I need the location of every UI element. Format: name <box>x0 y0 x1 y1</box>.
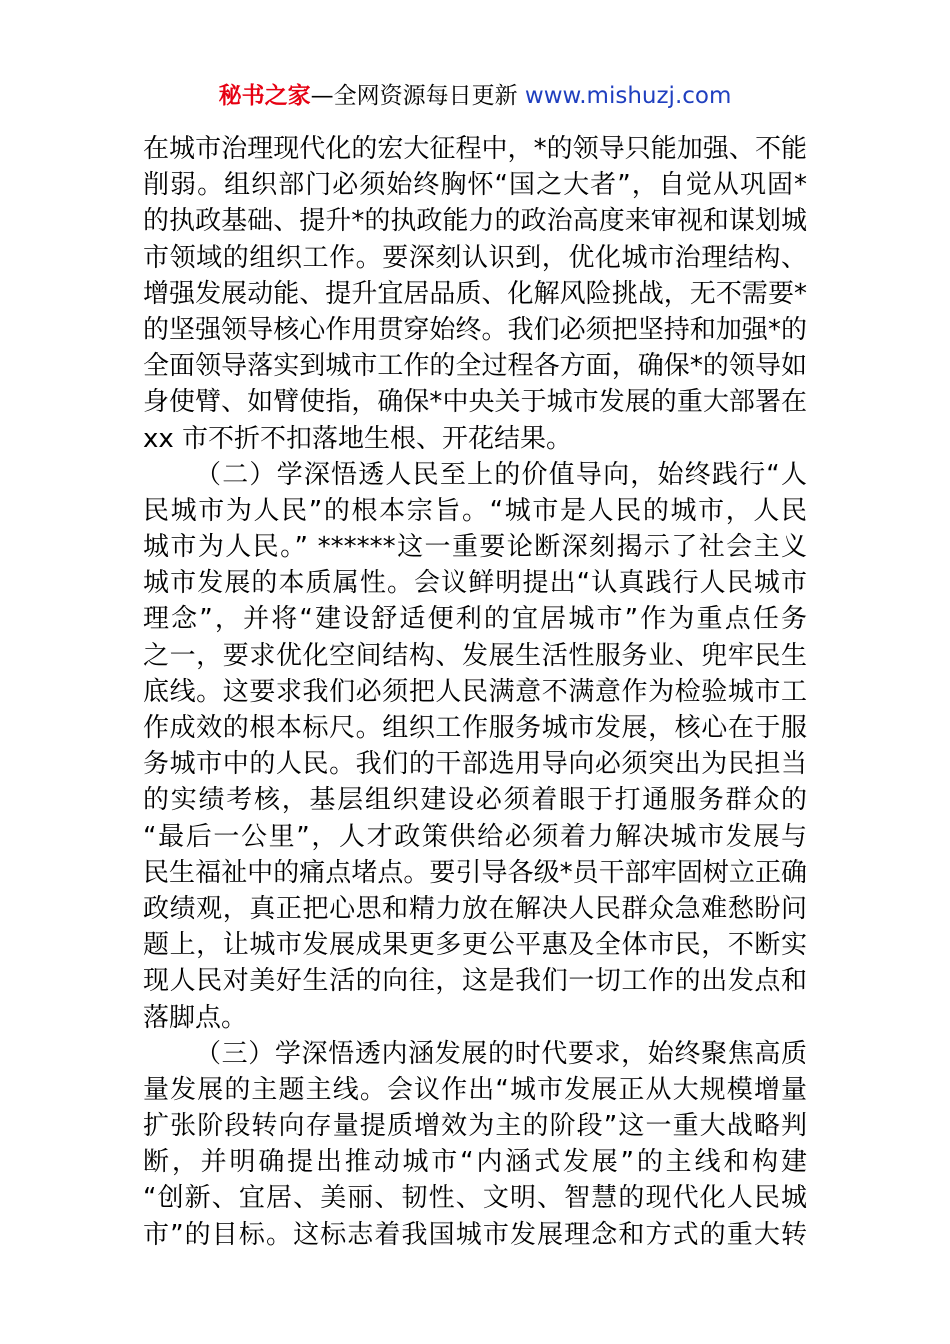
page-header <box>0 80 950 112</box>
text-line: 在城市治理现代化的宏大征程中，*的领导只能加强、不能 <box>143 134 807 164</box>
text-line: 身使臂、如臂使指，确保*中央关于城市发展的重大部署在 <box>143 387 807 418</box>
text-line: （三）学深悟透内涵发展的时代要求，始终聚焦高质 <box>195 1038 807 1069</box>
text-line: 的执政基础、提升*的执政能力的政治高度来审视和谋划城 <box>143 206 807 237</box>
text-line: 的坚强领导核心作用贯穿始终。我们必须把坚持和加强*的 <box>143 314 807 345</box>
header-tagline: —全网资源每日更新 <box>310 83 518 109</box>
text-line: 落脚点。 <box>143 1002 248 1033</box>
text-line: 城市为人民。” ******这一重要论断深刻揭示了社会主义 <box>143 532 807 563</box>
header-url-link[interactable]: www.mishuzj.com <box>524 83 732 109</box>
text-line: “创新、宜居、美丽、韧性、文明、智慧的现代化人民城 <box>143 1183 807 1214</box>
text-line: 城市发展的本质属性。会议鲜明提出“认真践行人民城市 <box>143 568 807 599</box>
document-body <box>143 131 807 1253</box>
text-line: 市领域的组织工作。要深刻认识到，优化城市治理结构、 <box>143 242 807 273</box>
text-line: 题上，让城市发展成果更多更公平惠及全体市民，不断实 <box>143 930 807 961</box>
text-line: 现人民对美好生活的向往，这是我们一切工作的出发点和 <box>143 966 807 997</box>
text-line: 之一，要求优化空间结构、发展生活性服务业、兜牢民生 <box>143 640 807 671</box>
text-line: 作成效的根本标尺。组织工作服务城市发展，核心在于服 <box>143 713 807 743</box>
text-line: “最后一公里”，人才政策供给必须着力解决城市发展与 <box>143 821 807 852</box>
text-line: 扩张阶段转向存量提质增效为主的阶段”这一重大战略判 <box>143 1111 807 1142</box>
text-line: 增强发展动能、提升宜居品质、化解风险挑战，无不需要* <box>143 278 807 309</box>
text-line: （二）学深悟透人民至上的价值导向，始终践行“人 <box>195 459 807 490</box>
text-line: 的实绩考核，基层组织建设必须着眼于打通服务群众的 <box>143 785 807 816</box>
text-line: 理念”，并将“建设舒适便利的宜居城市”作为重点任务 <box>143 604 807 635</box>
text-line: 民城市为人民”的根本宗旨。“城市是人民的城市，人民 <box>143 495 807 526</box>
text-line: 全面领导落实到城市工作的全过程各方面，确保*的领导如 <box>143 351 807 382</box>
text-line: 底线。这要求我们必须把人民满意不满意作为检验城市工 <box>143 676 807 707</box>
text-line: 量发展的主题主线。会议作出“城市发展正从大规模增量 <box>143 1074 807 1105</box>
brand-name: 秘书之家 <box>218 83 311 109</box>
text-line: 削弱。组织部门必须始终胸怀“国之大者”，自觉从巩固* <box>143 170 807 201</box>
text-line: 断，并明确提出推动城市“内涵式发展”的主线和构建 <box>143 1147 807 1178</box>
text-line: 务城市中的人民。我们的干部选用导向必须突出为民担当 <box>143 749 807 780</box>
text-line: 市”的目标。这标志着我国城市发展理念和方式的重大转 <box>143 1219 807 1250</box>
text-line: xx 市不折不扣落地生根、开花结果。 <box>143 423 573 454</box>
text-line: 政绩观，真正把心思和精力放在解决人民群众急难愁盼问 <box>143 893 807 924</box>
text-line: 民生福祉中的痛点堵点。要引导各级*员干部牢固树立正确 <box>143 857 807 888</box>
